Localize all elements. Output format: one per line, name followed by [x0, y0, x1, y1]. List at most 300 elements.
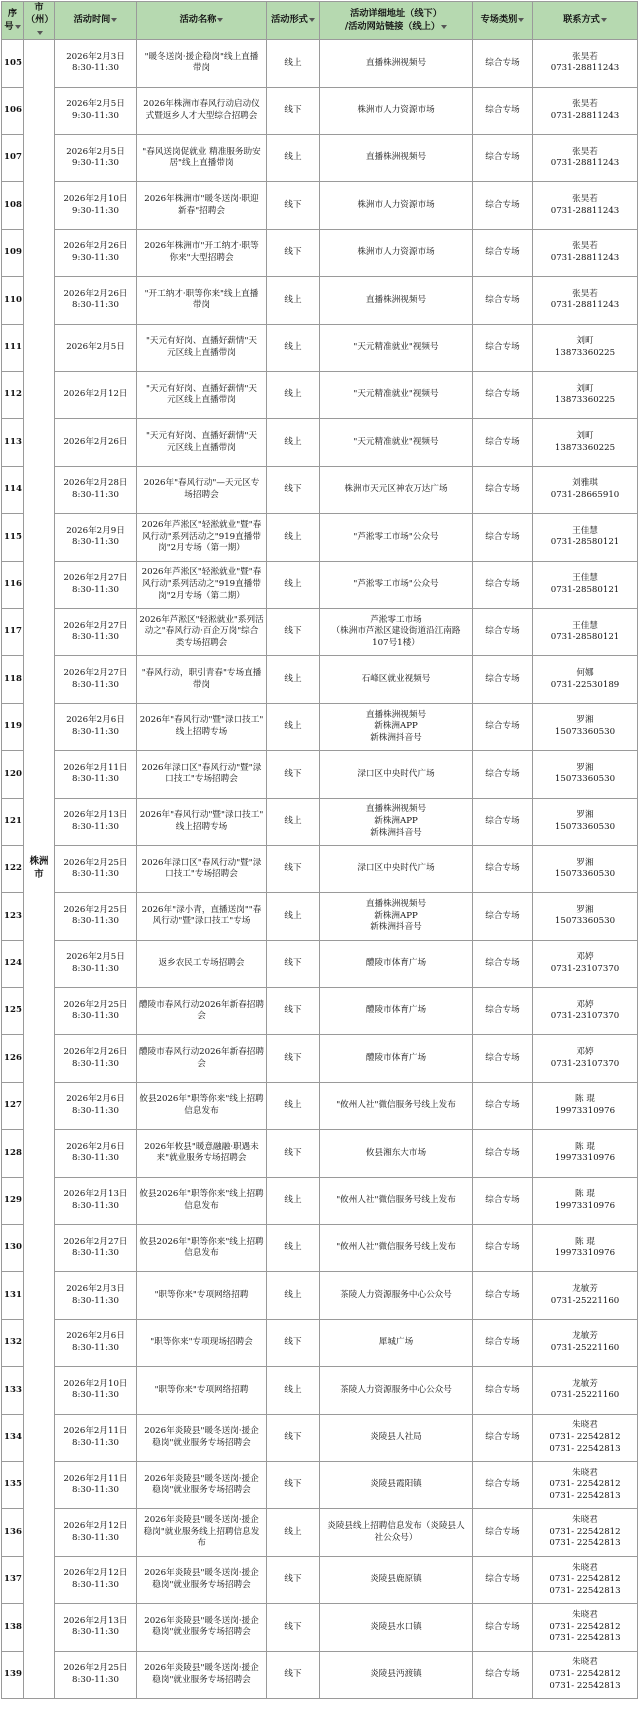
cell-name: 2026年"渌小青，直播送岗""春 风行动"暨"渌口技工"专场 [137, 893, 267, 940]
cell-form: 线上 [267, 1082, 320, 1129]
cell-contact: 邓婷 0731-23107370 [533, 940, 638, 987]
cell-address: 直播株洲视频号 新株洲APP 新株洲抖音号 [320, 703, 473, 750]
cell-category: 综合专场 [473, 656, 533, 703]
cell-contact: 龙敏芳 0731-25221160 [533, 1272, 638, 1319]
cell-contact: 张昊若 0731-28811243 [533, 40, 638, 87]
cell-time: 2026年2月26日 [55, 419, 137, 466]
table-row [2, 40, 638, 87]
cell-name: 2026年炎陵县"暖冬送岗·援企 稳岗"就业服务专场招聘会 [137, 1604, 267, 1651]
cell-contact: 罗湘 15073360530 [533, 845, 638, 892]
cell-category: 综合专场 [473, 703, 533, 750]
cell-seq: 138 [2, 1604, 24, 1651]
cell-category: 综合专场 [473, 1319, 533, 1366]
cell-category: 综合专场 [473, 419, 533, 466]
cell-address: "天元精准就业"视频号 [320, 419, 473, 466]
cell-form: 线下 [267, 1130, 320, 1177]
cell-time: 2026年2月3日 8:30-11:30 [55, 40, 137, 87]
table-row [2, 703, 638, 750]
cell-contact: 刘町 13873360225 [533, 324, 638, 371]
cell-seq: 122 [2, 845, 24, 892]
cell-time: 2026年2月6日 8:30-11:30 [55, 1130, 137, 1177]
cell-name: "暖冬送岗·援企稳岗"线上直播 带岗 [137, 40, 267, 87]
cell-time: 2026年2月6日 8:30-11:30 [55, 1082, 137, 1129]
cell-time: 2026年2月12日 8:30-11:30 [55, 1509, 137, 1556]
cell-seq: 123 [2, 893, 24, 940]
cell-category: 综合专场 [473, 324, 533, 371]
cell-name: 2026年株洲市"开工纳才·职等 你来"大型招聘会 [137, 229, 267, 276]
cell-time: 2026年2月10日 8:30-11:30 [55, 1367, 137, 1414]
cell-form: 线上 [267, 40, 320, 87]
cell-seq: 107 [2, 135, 24, 182]
cell-contact: 邓婷 0731-23107370 [533, 988, 638, 1035]
cell-category: 综合专场 [473, 1509, 533, 1556]
table-row [2, 893, 638, 940]
cell-category: 综合专场 [473, 845, 533, 892]
table-row [2, 608, 638, 655]
cell-time: 2026年2月13日 8:30-11:30 [55, 1177, 137, 1224]
cell-name: 2026年株洲市春风行动启动仪 式暨返乡人才大型综合招聘会 [137, 87, 267, 134]
cell-form: 线下 [267, 988, 320, 1035]
cell-contact: 陈 琨 19973310976 [533, 1225, 638, 1272]
cell-seq: 136 [2, 1509, 24, 1556]
filter-dropdown-icon[interactable] [441, 24, 447, 30]
cell-name: "开工纳才·职等你来"线上直播 带岗 [137, 277, 267, 324]
cell-time: 2026年2月27日 8:30-11:30 [55, 608, 137, 655]
cell-form: 线上 [267, 798, 320, 845]
filter-dropdown-icon[interactable] [217, 17, 223, 23]
cell-contact: 陈 琨 19973310976 [533, 1130, 638, 1177]
cell-contact: 罗湘 15073360530 [533, 751, 638, 798]
cell-seq: 129 [2, 1177, 24, 1224]
cell-seq: 117 [2, 608, 24, 655]
table-row [2, 1130, 638, 1177]
table-row [2, 277, 638, 324]
cell-category: 综合专场 [473, 466, 533, 513]
cell-form: 线上 [267, 514, 320, 561]
cell-contact: 刘雅琪 0731-28665910 [533, 466, 638, 513]
cell-seq: 113 [2, 419, 24, 466]
cell-form: 线上 [267, 703, 320, 750]
table-row [2, 1225, 638, 1272]
table-row [2, 1177, 638, 1224]
cell-address: 株洲市人力资源市场 [320, 182, 473, 229]
cell-name: 返乡农民工专场招聘会 [137, 940, 267, 987]
cell-time: 2026年2月5日 9:30-11:30 [55, 87, 137, 134]
cell-time: 2026年2月25日 8:30-11:30 [55, 988, 137, 1035]
cell-category: 综合专场 [473, 1272, 533, 1319]
cell-contact: 王佳慧 0731-28580121 [533, 561, 638, 608]
cell-name: "职等你来"专项网络招聘 [137, 1367, 267, 1414]
cell-address: 炎陵县霞阳镇 [320, 1461, 473, 1508]
cell-form: 线下 [267, 1651, 320, 1698]
table-row [2, 1319, 638, 1366]
cell-time: 2026年2月26日 8:30-11:30 [55, 1035, 137, 1082]
cell-name: 2026年炎陵县"暖冬送岗·援企 稳岗"就业服务专场招聘会 [137, 1556, 267, 1603]
cell-seq: 110 [2, 277, 24, 324]
filter-dropdown-icon[interactable] [111, 17, 117, 23]
cell-contact: 朱晓君 0731- 22542812 0731- 22542813 [533, 1604, 638, 1651]
cell-form: 线上 [267, 1367, 320, 1414]
header-city[interactable]: 市（州） [24, 2, 55, 40]
table-row [2, 324, 638, 371]
cell-category: 综合专场 [473, 135, 533, 182]
cell-form: 线下 [267, 845, 320, 892]
cell-seq: 134 [2, 1414, 24, 1461]
cell-time: 2026年2月10日 9:30-11:30 [55, 182, 137, 229]
cell-contact: 刘町 13873360225 [533, 372, 638, 419]
cell-seq: 112 [2, 372, 24, 419]
cell-contact: 罗湘 15073360530 [533, 893, 638, 940]
cell-address: 株洲市人力资源市场 [320, 229, 473, 276]
cell-form: 线上 [267, 135, 320, 182]
cell-contact: 刘町 13873360225 [533, 419, 638, 466]
cell-category: 综合专场 [473, 1556, 533, 1603]
cell-time: 2026年2月28日 8:30-11:30 [55, 466, 137, 513]
cell-time: 2026年2月11日 8:30-11:30 [55, 751, 137, 798]
cell-name: 攸县2026年"职等你来"线上招聘 信息发布 [137, 1082, 267, 1129]
cell-address: 炎陵县人社局 [320, 1414, 473, 1461]
cell-seq: 124 [2, 940, 24, 987]
cell-seq: 128 [2, 1130, 24, 1177]
table-row [2, 1082, 638, 1129]
table-row [2, 87, 638, 134]
cell-category: 综合专场 [473, 1604, 533, 1651]
cell-category: 综合专场 [473, 182, 533, 229]
cell-seq: 137 [2, 1556, 24, 1603]
cell-form: 线上 [267, 419, 320, 466]
cell-form: 线下 [267, 182, 320, 229]
cell-name: "天元有好岗、直播好薪情"天 元区线上直播带岗 [137, 372, 267, 419]
cell-name: 2026年"春风行动"暨"渌口技工" 线上招聘专场 [137, 703, 267, 750]
table-row [2, 845, 638, 892]
cell-address: 渌口区中央时代广场 [320, 845, 473, 892]
table-row [2, 1461, 638, 1508]
filter-dropdown-icon[interactable] [37, 30, 43, 36]
table-row [2, 1272, 638, 1319]
cell-address: 攸县湘东大市场 [320, 1130, 473, 1177]
cell-form: 线下 [267, 466, 320, 513]
cell-name: 2026年炎陵县"暖冬送岗·援企 稳岗"就业服务线上招聘信息发 布 [137, 1509, 267, 1556]
cell-address: "芦淞零工市场"公众号 [320, 514, 473, 561]
cell-form: 线下 [267, 751, 320, 798]
cell-time: 2026年2月26日 8:30-11:30 [55, 277, 137, 324]
table-row [2, 135, 638, 182]
cell-address: 芦淞零工市场 （株洲市芦淞区建设街道沿江南路 107号1楼） [320, 608, 473, 655]
cell-form: 线下 [267, 87, 320, 134]
cell-seq: 119 [2, 703, 24, 750]
table-body [2, 40, 638, 1699]
cell-address: "攸州人社"微信服务号线上发布 [320, 1225, 473, 1272]
cell-category: 综合专场 [473, 1225, 533, 1272]
table-row [2, 988, 638, 1035]
filter-dropdown-icon[interactable] [15, 24, 21, 30]
table-row [2, 1509, 638, 1556]
cell-time: 2026年2月27日 8:30-11:30 [55, 656, 137, 703]
cell-category: 综合专场 [473, 514, 533, 561]
cell-address: 直播株洲视频号 [320, 135, 473, 182]
cell-contact: 张昊若 0731-28811243 [533, 229, 638, 276]
cell-category: 综合专场 [473, 40, 533, 87]
cell-contact: 邓婷 0731-23107370 [533, 1035, 638, 1082]
cell-category: 综合专场 [473, 229, 533, 276]
cell-form: 线上 [267, 277, 320, 324]
cell-contact: 龙敏芳 0731-25221160 [533, 1367, 638, 1414]
cell-seq: 116 [2, 561, 24, 608]
cell-contact: 朱晓君 0731- 22542812 0731- 22542813 [533, 1461, 638, 1508]
cell-category: 综合专场 [473, 372, 533, 419]
cell-name: 2026年炎陵县"暖冬送岗·援企 稳岗"就业服务专场招聘会 [137, 1414, 267, 1461]
cell-time: 2026年2月3日 8:30-11:30 [55, 1272, 137, 1319]
table-row [2, 182, 638, 229]
table-row [2, 1604, 638, 1651]
cell-address: 炎陵县水口镇 [320, 1604, 473, 1651]
cell-address: 炎陵县线上招聘信息发布（炎陵县人 社公众号） [320, 1509, 473, 1556]
table-row [2, 419, 638, 466]
cell-seq: 106 [2, 87, 24, 134]
header-time[interactable]: 活动时间 [55, 2, 137, 40]
cell-category: 综合专场 [473, 1367, 533, 1414]
table-row [2, 514, 638, 561]
cell-time: 2026年2月12日 [55, 372, 137, 419]
cell-time: 2026年2月5日 9:30-11:30 [55, 135, 137, 182]
table-row [2, 751, 638, 798]
cell-form: 线上 [267, 656, 320, 703]
table-row [2, 798, 638, 845]
cell-address: 直播株洲视频号 新株洲APP 新株洲抖音号 [320, 893, 473, 940]
cell-address: "攸州人社"微信服务号线上发布 [320, 1082, 473, 1129]
cell-name: 2026年攸县"暖意融融·职遇未 来"就业服务专场招聘会 [137, 1130, 267, 1177]
cell-seq: 139 [2, 1651, 24, 1698]
cell-name: 攸县2026年"职等你来"线上招聘 信息发布 [137, 1225, 267, 1272]
cell-contact: 朱晓君 0731- 22542812 0731- 22542813 [533, 1414, 638, 1461]
cell-time: 2026年2月25日 8:30-11:30 [55, 893, 137, 940]
cell-address: "天元精准就业"视频号 [320, 324, 473, 371]
cell-name: 攸县2026年"职等你来"线上招聘 信息发布 [137, 1177, 267, 1224]
cell-address: 石峰区就业视频号 [320, 656, 473, 703]
cell-seq: 125 [2, 988, 24, 1035]
filter-dropdown-icon[interactable] [309, 17, 315, 23]
cell-address: 炎陵县鹿原镇 [320, 1556, 473, 1603]
cell-seq: 131 [2, 1272, 24, 1319]
cell-form: 线上 [267, 1225, 320, 1272]
cell-category: 综合专场 [473, 1651, 533, 1698]
cell-contact: 龙敏芳 0731-25221160 [533, 1319, 638, 1366]
cell-address: 醴陵市体育广场 [320, 1035, 473, 1082]
table-row [2, 1414, 638, 1461]
cell-category: 综合专场 [473, 608, 533, 655]
filter-dropdown-icon[interactable] [601, 17, 607, 23]
cell-category: 综合专场 [473, 1177, 533, 1224]
cell-category: 综合专场 [473, 940, 533, 987]
cell-address: 茶陵人力资源服务中心公众号 [320, 1367, 473, 1414]
cell-seq: 105 [2, 40, 24, 87]
table-row [2, 1035, 638, 1082]
cell-category: 综合专场 [473, 751, 533, 798]
cell-address: 茶陵人力资源服务中心公众号 [320, 1272, 473, 1319]
cell-time: 2026年2月13日 8:30-11:30 [55, 1604, 137, 1651]
cell-address: "攸州人社"微信服务号线上发布 [320, 1177, 473, 1224]
cell-address: 直播株洲视频号 [320, 40, 473, 87]
cell-time: 2026年2月27日 8:30-11:30 [55, 1225, 137, 1272]
cell-name: "天元有好岗、直播好薪情"天 元区线上直播带岗 [137, 324, 267, 371]
cell-address: 醴陵市体育广场 [320, 940, 473, 987]
cell-contact: 朱晓君 0731- 22542812 0731- 22542813 [533, 1509, 638, 1556]
cell-seq: 111 [2, 324, 24, 371]
cell-name: 2026年株洲市"暖冬送岗·职迎 新春"招聘会 [137, 182, 267, 229]
cell-form: 线下 [267, 1556, 320, 1603]
cell-form: 线下 [267, 1604, 320, 1651]
header-row [2, 2, 638, 40]
cell-category: 综合专场 [473, 1461, 533, 1508]
cell-form: 线上 [267, 372, 320, 419]
cell-seq: 132 [2, 1319, 24, 1366]
cell-address: "芦淞零工市场"公众号 [320, 561, 473, 608]
cell-form: 线上 [267, 1177, 320, 1224]
cell-form: 线下 [267, 940, 320, 987]
cell-city: 株洲市 [24, 40, 55, 1699]
cell-address: "天元精准就业"视频号 [320, 372, 473, 419]
table-row [2, 940, 638, 987]
cell-address: 直播株洲视频号 [320, 277, 473, 324]
cell-address: 株洲市人力资源市场 [320, 87, 473, 134]
table-row [2, 466, 638, 513]
cell-address: 炎陵县沔渡镇 [320, 1651, 473, 1698]
cell-address: 犀城广场 [320, 1319, 473, 1366]
cell-seq: 127 [2, 1082, 24, 1129]
cell-contact: 张昊若 0731-28811243 [533, 87, 638, 134]
cell-name: "天元有好岗、直播好薪情"天 元区线上直播带岗 [137, 419, 267, 466]
cell-name: "春风行动，职引青春"专场直播 带岗 [137, 656, 267, 703]
cell-seq: 126 [2, 1035, 24, 1082]
cell-form: 线上 [267, 1509, 320, 1556]
cell-seq: 120 [2, 751, 24, 798]
cell-form: 线上 [267, 893, 320, 940]
cell-time: 2026年2月11日 8:30-11:30 [55, 1414, 137, 1461]
cell-time: 2026年2月27日 8:30-11:30 [55, 561, 137, 608]
cell-seq: 115 [2, 514, 24, 561]
cell-name: 2026年炎陵县"暖冬送岗·援企 稳岗"就业服务专场招聘会 [137, 1461, 267, 1508]
header-contact[interactable]: 联系方式 [533, 2, 638, 40]
cell-contact: 罗湘 15073360530 [533, 798, 638, 845]
cell-contact: 王佳慧 0731-28580121 [533, 608, 638, 655]
cell-time: 2026年2月5日 8:30-11:30 [55, 940, 137, 987]
cell-name: 2026年渌口区"春风行动"暨"渌 口技工"专场招聘会 [137, 845, 267, 892]
cell-contact: 张昊若 0731-28811243 [533, 135, 638, 182]
cell-form: 线下 [267, 229, 320, 276]
cell-category: 综合专场 [473, 87, 533, 134]
cell-seq: 109 [2, 229, 24, 276]
cell-time: 2026年2月13日 8:30-11:30 [55, 798, 137, 845]
cell-contact: 王佳慧 0731-28580121 [533, 514, 638, 561]
cell-form: 线下 [267, 1414, 320, 1461]
cell-name: 2026年芦淞区"轻淞就业"暨"春 风行动"系列活动之"919直播带 岗"2月专场（第一期） [137, 514, 267, 561]
cell-seq: 135 [2, 1461, 24, 1508]
table-row [2, 1651, 638, 1698]
cell-name: 醴陵市春风行动2026年新春招聘 会 [137, 988, 267, 1035]
cell-address: 醴陵市体育广场 [320, 988, 473, 1035]
cell-contact: 陈 琨 19973310976 [533, 1082, 638, 1129]
cell-time: 2026年2月25日 8:30-11:30 [55, 845, 137, 892]
cell-form: 线下 [267, 1461, 320, 1508]
cell-name: "职等你来"专项现场招聘会 [137, 1319, 267, 1366]
cell-contact: 张昊若 0731-28811243 [533, 182, 638, 229]
recruitment-table [1, 1, 638, 1699]
cell-time: 2026年2月5日 [55, 324, 137, 371]
cell-seq: 108 [2, 182, 24, 229]
cell-name: 2026年"春风行动"—天元区专 场招聘会 [137, 466, 267, 513]
cell-form: 线上 [267, 324, 320, 371]
cell-category: 综合专场 [473, 988, 533, 1035]
table-row [2, 229, 638, 276]
cell-name: 2026年"春风行动"暨"渌口技工" 线上招聘专场 [137, 798, 267, 845]
cell-form: 线上 [267, 561, 320, 608]
table-row [2, 561, 638, 608]
cell-name: "职等你来"专项网络招聘 [137, 1272, 267, 1319]
cell-name: 醴陵市春风行动2026年新春招聘 会 [137, 1035, 267, 1082]
cell-category: 综合专场 [473, 1035, 533, 1082]
cell-seq: 133 [2, 1367, 24, 1414]
header-form[interactable]: 活动形式 [267, 2, 320, 40]
cell-category: 综合专场 [473, 277, 533, 324]
cell-seq: 114 [2, 466, 24, 513]
cell-category: 综合专场 [473, 893, 533, 940]
table-row [2, 372, 638, 419]
cell-contact: 陈 琨 19973310976 [533, 1177, 638, 1224]
header-name[interactable]: 活动名称 [137, 2, 267, 40]
cell-name: "春风送岗促就业 精准服务助安 居"线上直播带岗 [137, 135, 267, 182]
cell-time: 2026年2月12日 8:30-11:30 [55, 1556, 137, 1603]
cell-name: 2026年芦淞区"轻淞就业"系列活 动之"春风行动·百企万岗"综合 类专场招聘会 [137, 608, 267, 655]
cell-contact: 张昊若 0731-28811243 [533, 277, 638, 324]
cell-time: 2026年2月9日 8:30-11:30 [55, 514, 137, 561]
cell-address: 株洲市天元区神农万达广场 [320, 466, 473, 513]
cell-name: 2026年芦淞区"轻淞就业"暨"春 风行动"系列活动之"919直播带 岗"2月专场（第二期） [137, 561, 267, 608]
cell-contact: 罗湘 15073360530 [533, 703, 638, 750]
cell-name: 2026年炎陵县"暖冬送岗·援企 稳岗"就业服务专场招聘会 [137, 1651, 267, 1698]
filter-dropdown-icon[interactable] [518, 17, 524, 23]
cell-category: 综合专场 [473, 1130, 533, 1177]
header-category[interactable]: 专场类别 [473, 2, 533, 40]
header-seq[interactable]: 序号 [2, 2, 24, 40]
cell-contact: 何娜 0731-22530189 [533, 656, 638, 703]
cell-category: 综合专场 [473, 561, 533, 608]
cell-address: 渌口区中央时代广场 [320, 751, 473, 798]
cell-address: 直播株洲视频号 新株洲APP 新株洲抖音号 [320, 798, 473, 845]
cell-time: 2026年2月25日 8:30-11:30 [55, 1651, 137, 1698]
cell-seq: 130 [2, 1225, 24, 1272]
cell-time: 2026年2月26日 9:30-11:30 [55, 229, 137, 276]
table-row [2, 1367, 638, 1414]
cell-form: 线下 [267, 608, 320, 655]
table-row [2, 656, 638, 703]
cell-name: 2026年渌口区"春风行动"暨"渌 口技工"专场招聘会 [137, 751, 267, 798]
cell-seq: 118 [2, 656, 24, 703]
cell-form: 线下 [267, 1319, 320, 1366]
cell-category: 综合专场 [473, 1082, 533, 1129]
cell-seq: 121 [2, 798, 24, 845]
cell-time: 2026年2月6日 8:30-11:30 [55, 1319, 137, 1366]
table-row [2, 1556, 638, 1603]
cell-time: 2026年2月6日 8:30-11:30 [55, 703, 137, 750]
cell-contact: 朱晓君 0731- 22542812 0731- 22542813 [533, 1651, 638, 1698]
header-address[interactable]: 活动详细地址（线下） /活动网站链接（线上） [320, 2, 473, 40]
cell-form: 线下 [267, 1035, 320, 1082]
cell-form: 线上 [267, 1272, 320, 1319]
cell-category: 综合专场 [473, 1414, 533, 1461]
cell-category: 综合专场 [473, 798, 533, 845]
cell-contact: 朱晓君 0731- 22542812 0731- 22542813 [533, 1556, 638, 1603]
cell-time: 2026年2月11日 8:30-11:30 [55, 1461, 137, 1508]
